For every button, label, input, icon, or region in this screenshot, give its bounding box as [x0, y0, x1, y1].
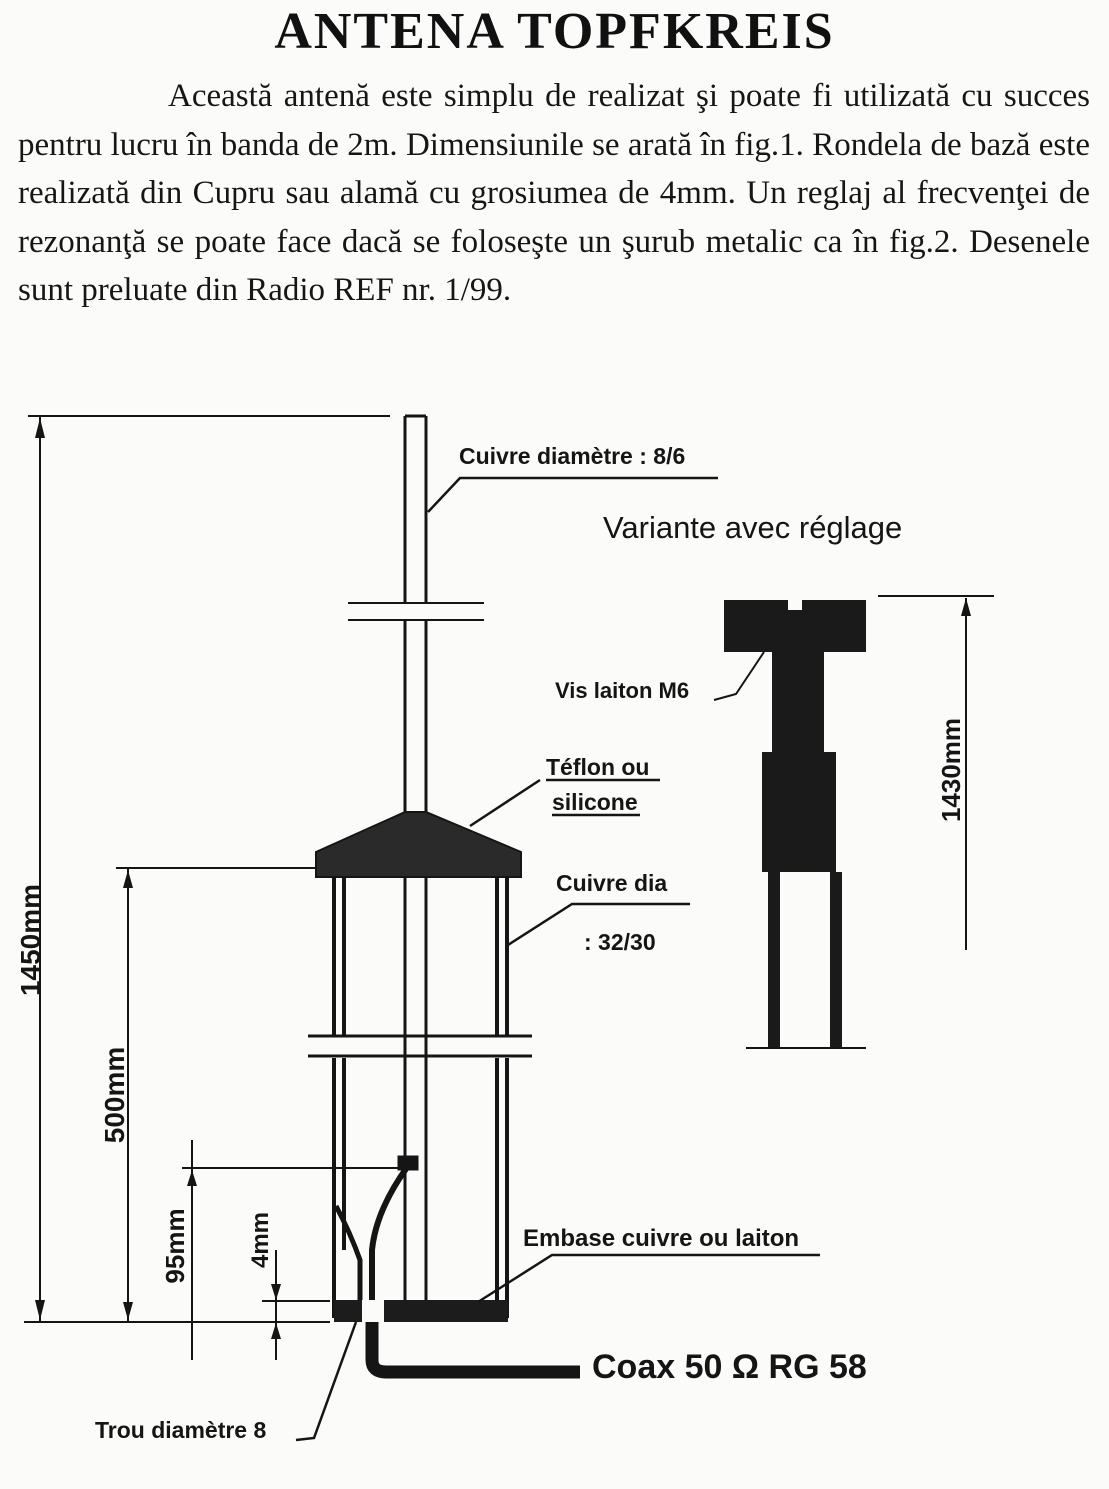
variant-leg-right [830, 872, 842, 1048]
tube-break [308, 1036, 532, 1056]
dimension-500 [116, 868, 316, 1322]
dimension-1430-label: 1430mm [936, 717, 966, 823]
coax-label: Coax 50 Ω RG 58 [592, 1348, 867, 1386]
base-hole [362, 1300, 384, 1322]
tube-label-line1: Cuivre dia [556, 870, 668, 896]
base-plate [334, 1300, 508, 1322]
insulator-label-line2: silicone [552, 789, 638, 815]
base-label: Embase cuivre ou laiton [523, 1225, 800, 1252]
dimension-500-label: 500mm [99, 1046, 130, 1144]
variant-screw-slot [788, 600, 802, 610]
variant-leg-left [768, 872, 780, 1048]
rod-label: Cuivre diamètre : 8/6 [459, 443, 686, 469]
tube-label-line2: : 32/30 [584, 929, 656, 955]
figure-1-main-antenna [24, 416, 820, 1440]
variant-title: Variante avec réglage [603, 510, 903, 545]
coax-shield-wire [336, 1206, 360, 1300]
dimension-1450-label: 1450mm [15, 883, 46, 997]
coax-cable [372, 1322, 580, 1372]
dimension-95-label: 95mm [160, 1208, 190, 1284]
page-title: ANTENA TOPFKREIS [274, 3, 835, 60]
rod-break [348, 603, 484, 620]
outer-tube [334, 877, 507, 1318]
hole-label: Trou diamètre 8 [95, 1417, 267, 1443]
figure-1-labels [15, 443, 867, 1443]
variant-tube-body [762, 752, 836, 872]
insulator-cap [316, 812, 521, 877]
variant-inner-rod [772, 652, 824, 752]
insulator-label-line1: Téflon ou [546, 754, 650, 780]
dimension-4-label: 4mm [247, 1211, 274, 1269]
intro-paragraph: Această antenă este simplu de realizat şi poate fi utilizată cu succes pentru lucru în banda de 2m. Dimensiunile se arată în fig.1. Rondela de bază este realizată din Cupru sau alamă cu grosiumea de 4mm. Un reglaj al frecvenţei de rezonanţă se poate face dacă se foloseşte un şurub metalic ca în fig.2. Desenele sunt preluate din Radio REF nr. 1/99. [18, 78, 1090, 308]
feed-clamp [398, 1156, 418, 1170]
coax-cable-core [372, 1166, 408, 1300]
screw-leader [714, 652, 764, 700]
screw-label: Vis laiton M6 [555, 678, 690, 703]
